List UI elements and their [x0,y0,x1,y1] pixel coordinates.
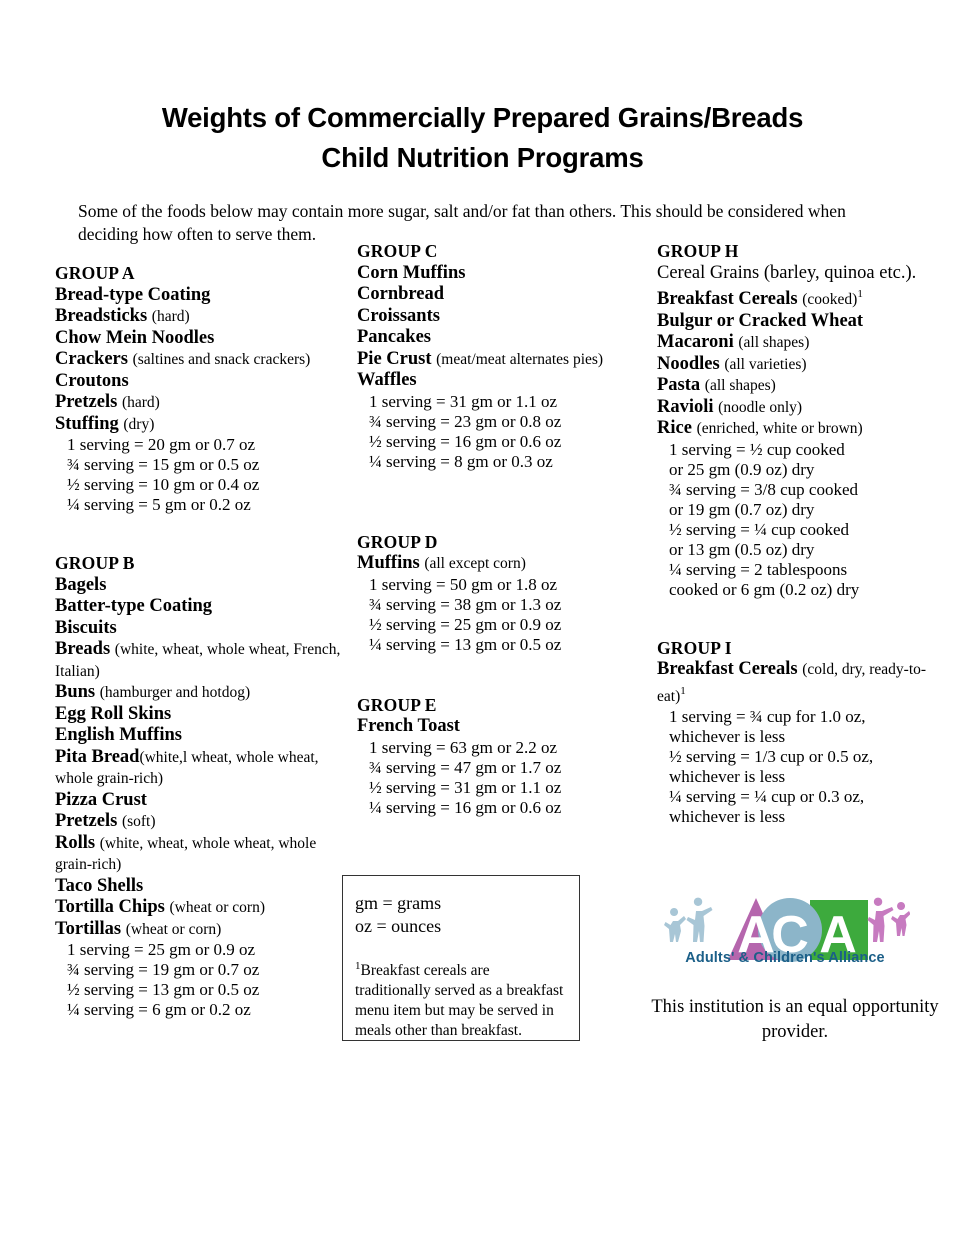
group-a-item-6: Stuffing [55,413,124,434]
footnote-text: Breakfast cereals are traditionally served as a breakfast menu item but may be served in meals other than breakfast. [355,962,564,1040]
group-b-item-5: Egg Roll Skins [55,703,172,724]
aca-logo-graphic [660,888,910,983]
group-a-item-5-note: (hard) [121,394,160,411]
serving-row: ¼ serving = 8 gm or 0.3 oz [369,451,553,471]
serving-row: ¾ serving = 38 gm or 1.3 oz [369,594,562,614]
group-b-item-3-note: (white, wheat, whole wheat, French, Italian) [55,641,341,680]
group-b-heading: GROUP B [55,553,135,573]
group-a-item-5: Pretzels [55,392,122,412]
group-c-item-4: Pie Crust [357,348,437,369]
children-figures-left-icon [664,898,713,942]
group-b-item-3: Breads [55,639,115,659]
group-b-item-13-note: (wheat or corn) [125,920,222,938]
column-right [657,241,952,827]
group-a-servings [55,435,343,515]
legend-box [342,875,580,1041]
group-a-item-1: Breadsticks [55,306,152,326]
serving-row: ¼ serving = ¼ cup or 0.3 oz, [669,787,865,807]
serving-row: ¾ serving = 19 gm or 0.7 oz [67,960,260,979]
group-d-item-0-note: (all except corn) [424,555,526,572]
group-e-servings [357,738,642,818]
serving-row: or 13 gm (0.5 oz) dry [669,539,815,559]
legend-footnote [355,956,565,1041]
footnote-marker: 1 [857,288,863,300]
aca-logo [660,888,910,983]
group-h-item-6: Ravioli [657,396,719,417]
group-a-item-0: Bread-type Coating [55,284,211,305]
legend-oz: oz = ounces [355,916,442,936]
logo-letter-a2: A [819,906,857,964]
group-c-item-4-note: (meat/meat alternates pies) [436,350,604,368]
group-b-item-10-note: (white, wheat, whole wheat, whole grain-rich) [55,834,317,873]
serving-row: ½ serving = 25 gm or 0.9 oz [369,614,562,634]
group-d [357,532,642,655]
serving-row: whichever is less [669,727,786,747]
serving-row: ½ serving = 10 gm or 0.4 oz [67,475,260,494]
page-title [60,98,905,178]
serving-row: ¼ serving = 6 gm or 0.2 oz [67,1000,251,1019]
group-b-item-13: Tortillas [55,918,126,939]
group-h-item-5: Pasta [657,375,705,396]
group-h-item-1-note: (cooked) [802,291,858,309]
group-b-item-0: Bagels [55,574,107,595]
serving-row: ¼ serving = 13 gm or 0.5 oz [369,634,562,654]
group-h-servings [657,440,952,600]
group-c-heading: GROUP C [357,241,438,261]
footnote-marker: 1 [355,960,361,972]
group-i-item-0-note: (cold, dry, ready-to-eat) [657,661,927,705]
serving-row: cooked or 6 gm (0.2 oz) dry [669,579,860,599]
group-h-item-6-note: (noodle only) [718,398,803,416]
group-i-servings [657,707,952,827]
serving-row: 1 serving = ¾ cup for 1.0 oz, [669,707,866,727]
serving-row: or 19 gm (0.7 oz) dry [669,499,815,519]
group-a-item-6-note: (dry) [123,415,155,433]
group-h [657,241,952,600]
group-b-item-7: Pita Bread [55,746,140,767]
group-b-item-4: Buns [55,682,100,702]
group-i [657,638,952,828]
group-e-heading: GROUP E [357,694,437,715]
group-h-item-7: Rice [657,418,697,439]
group-b [55,553,343,1020]
equal-opportunity-statement: This institution is an equal opportunity provider. [651,997,939,1042]
group-d-item-0: Muffins [357,553,425,573]
group-h-item-1: Breakfast Cereals [657,289,803,310]
group-h-item-7-note: (enriched, white or brown) [696,420,863,438]
group-h-item-0: Cereal Grains (barley, quinoa etc.). [657,262,917,283]
group-b-item-8: Pizza Crust [55,789,147,810]
serving-row: 1 serving = 63 gm or 2.2 oz [369,737,558,757]
group-b-item-11: Taco Shells [55,875,144,896]
group-h-item-4: Noodles [657,353,725,374]
title-line-1: Weights of Commercially Prepared Grains/Breads [161,102,804,133]
group-e [357,695,642,818]
serving-row: 1 serving = 50 gm or 1.8 oz [369,574,558,594]
group-a-heading: GROUP A [55,263,135,283]
group-b-item-10: Rolls [55,832,100,853]
serving-row: ¾ serving = 47 gm or 1.7 oz [369,757,562,777]
logo-caption: Adults' & Children's Alliance [685,950,885,966]
group-h-item-3: Macaroni [657,332,739,353]
logo-letter-a1: A [737,906,775,964]
serving-row: ¼ serving = 2 tablespoons [669,559,848,579]
group-a-item-4: Croutons [55,370,129,391]
group-a [55,263,343,515]
group-h-item-5-note: (all shapes) [704,377,776,395]
footnote-marker: 1 [680,684,686,697]
legend-gm: gm = grams [355,893,442,913]
serving-row: whichever is less [669,807,786,827]
group-c-item-0: Corn Muffins [357,262,466,283]
group-h-item-4-note: (all varieties) [724,355,807,373]
group-b-servings [55,940,343,1020]
group-b-item-12: Tortilla Chips [55,897,170,917]
group-e-item-0: French Toast [357,716,460,736]
serving-row: whichever is less [669,767,786,787]
serving-row: ½ serving = ¼ cup cooked [669,519,850,539]
serving-row: or 25 gm (0.9 oz) dry [669,459,815,479]
group-h-heading: GROUP H [657,241,739,261]
column-left [55,263,343,1020]
serving-row: 1 serving = 20 gm or 0.7 oz [67,435,256,454]
group-b-item-9: Pretzels [55,811,122,831]
serving-row: 1 serving = 31 gm or 1.1 oz [369,391,558,411]
group-a-item-2: Chow Mein Noodles [55,327,215,348]
serving-row: ¾ serving = 15 gm or 0.5 oz [67,455,260,474]
serving-row: ¼ serving = 5 gm or 0.2 oz [67,495,251,514]
group-h-item-2: Bulgur or Cracked Wheat [657,310,864,331]
group-h-item-3-note: (all shapes) [738,334,810,352]
group-b-item-2: Biscuits [55,617,117,638]
group-b-item-9-note: (soft) [121,813,156,830]
logo-letter-c: C [771,906,809,964]
group-b-item-1: Batter-type Coating [55,596,213,616]
group-b-item-7-note: (white,l wheat, whole wheat, whole grain-rich) [55,748,319,787]
children-figures-right-icon [868,898,911,942]
serving-row: ½ serving = 31 gm or 1.1 oz [369,777,562,797]
group-a-item-3-note: (saltines and snack crackers) [132,351,311,368]
group-a-item-3: Crackers [55,349,133,369]
group-b-item-6: English Muffins [55,725,182,745]
group-c-item-1: Cornbread [357,284,445,304]
title-line-2: Child Nutrition Programs [321,142,644,173]
group-b-item-4-note: (hamburger and hotdog) [99,684,251,701]
serving-row: ¾ serving = 23 gm or 0.8 oz [369,411,562,431]
serving-row: 1 serving = 25 gm or 0.9 oz [67,940,256,959]
serving-row: 1 serving = ½ cup cooked [669,439,845,459]
serving-row: ½ serving = 16 gm or 0.6 oz [369,431,562,451]
column-middle [357,241,642,818]
group-a-item-1-note: (hard) [151,308,190,325]
serving-row: ½ serving = 1/3 cup or 0.5 oz, [669,747,874,767]
serving-row: ½ serving = 13 gm or 0.5 oz [67,980,260,999]
group-b-item-12-note: (wheat or corn) [169,899,266,916]
serving-row: ¾ serving = 3/8 cup cooked [669,479,858,499]
serving-row: ¼ serving = 16 gm or 0.6 oz [369,797,562,817]
group-d-servings [357,575,642,655]
intro-paragraph: Some of the foods below may contain more sugar, salt and/or fat than others. This should be considered when deciding how often to serve them. [78,201,846,244]
group-c-servings [357,392,642,472]
group-i-heading: GROUP I [657,637,732,658]
group-c-item-5: Waffles [357,370,417,390]
group-d-heading: GROUP D [357,531,438,552]
group-c-item-3: Pancakes [357,327,431,347]
group-c [357,241,642,472]
group-i-item-0: Breakfast Cereals [657,659,803,680]
group-c-item-2: Croissants [357,305,440,326]
